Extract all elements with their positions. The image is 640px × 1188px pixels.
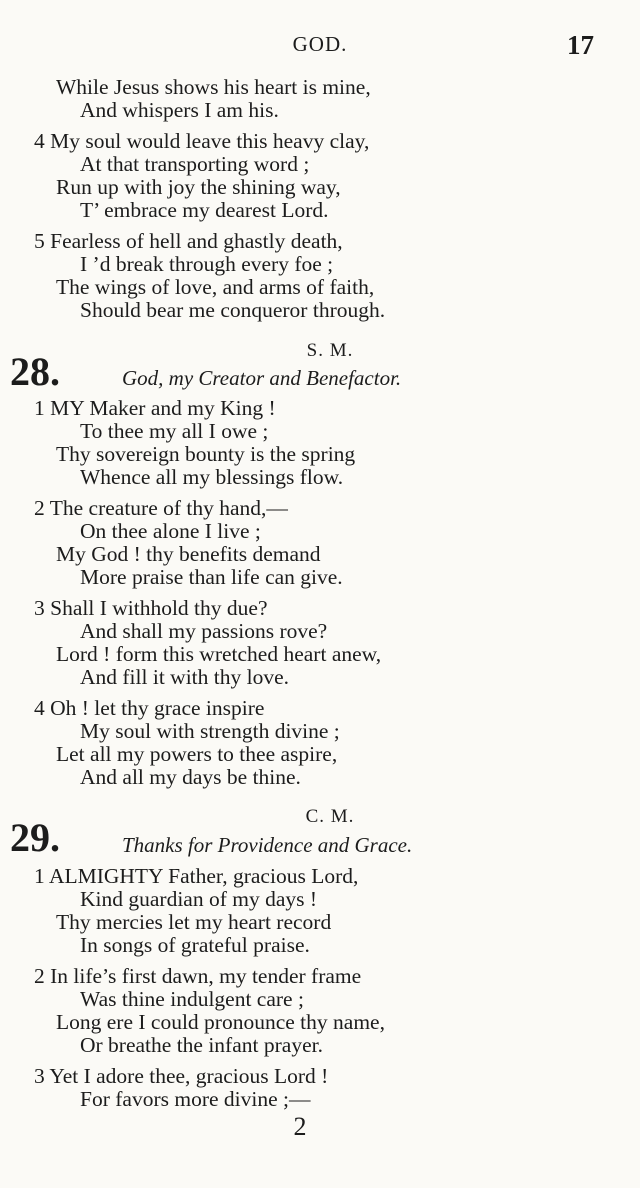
verse-line: Lord ! form this wretched heart anew, [56, 642, 382, 666]
hymn-title: Thanks for Providence and Grace. [122, 833, 413, 857]
verse-line: 5 Fearless of hell and ghastly death, [34, 229, 343, 253]
verse-line: More praise than life can give. [80, 565, 343, 589]
running-header: GOD. [292, 32, 348, 56]
verse-line: For favors more divine ;— [80, 1087, 311, 1111]
verse-line: Thy mercies let my heart record [56, 910, 332, 934]
verse-line: And fill it with thy love. [80, 665, 290, 689]
verse-line: Was thine indulgent care ; [80, 987, 304, 1011]
verse-line: Kind guardian of my days ! [80, 887, 318, 911]
verse-line: Should bear me conqueror through. [80, 298, 386, 322]
verse-line: 3 Yet I adore thee, gracious Lord ! [34, 1064, 329, 1088]
verse-line: In songs of grateful praise. [80, 933, 310, 957]
verse-line: 3 Shall I withhold thy due? [34, 596, 268, 620]
hymn-meter: C. M. [305, 806, 355, 827]
verse-line: At that transporting word ; [80, 152, 310, 176]
verse-line: 4 My soul would leave this heavy clay, [34, 129, 370, 153]
verse-line: My God ! thy benefits demand [56, 542, 321, 566]
verse-line: While Jesus shows his heart is mine, [56, 75, 371, 99]
verse-line: And all my days be thine. [80, 765, 301, 789]
page-number: 17 [567, 30, 594, 60]
verse-line: Long ere I could pronounce thy name, [56, 1010, 385, 1034]
verse-line: And shall my passions rove? [80, 619, 328, 643]
verse-line: 2 The creature of thy hand,— [34, 496, 288, 520]
verse-line: 2 In life’s first dawn, my tender frame [34, 964, 362, 988]
verse-line: I ’d break through every foe ; [80, 252, 334, 276]
verse-line: 1 MY Maker and my King ! [34, 396, 276, 420]
verse-line: On thee alone I live ; [80, 519, 261, 543]
verse-line: The wings of love, and arms of faith, [56, 275, 375, 299]
hymn-number: 29. [10, 815, 60, 860]
hymn-number: 28. [10, 349, 60, 394]
verse-line: Let all my powers to thee aspire, [56, 742, 338, 766]
verse-line: And whispers I am his. [80, 98, 279, 122]
verse-line: To thee my all I owe ; [80, 419, 269, 443]
verse-line: 1 ALMIGHTY Father, gracious Lord, [34, 864, 359, 888]
verse-line: 4 Oh ! let thy grace inspire [34, 696, 265, 720]
verse-line: My soul with strength divine ; [80, 719, 340, 743]
signature-mark: 2 [293, 1112, 307, 1141]
verse-line: Whence all my blessings flow. [80, 465, 344, 489]
verse-line: Thy sovereign bounty is the spring [56, 442, 356, 466]
hymn-meter: S. M. [306, 340, 354, 361]
hymn-title: God, my Creator and Benefactor. [122, 366, 402, 390]
verse-line: T’ embrace my dearest Lord. [80, 198, 329, 222]
verse-line: Or breathe the infant prayer. [80, 1033, 323, 1057]
verse-line: Run up with joy the shining way, [56, 175, 341, 199]
